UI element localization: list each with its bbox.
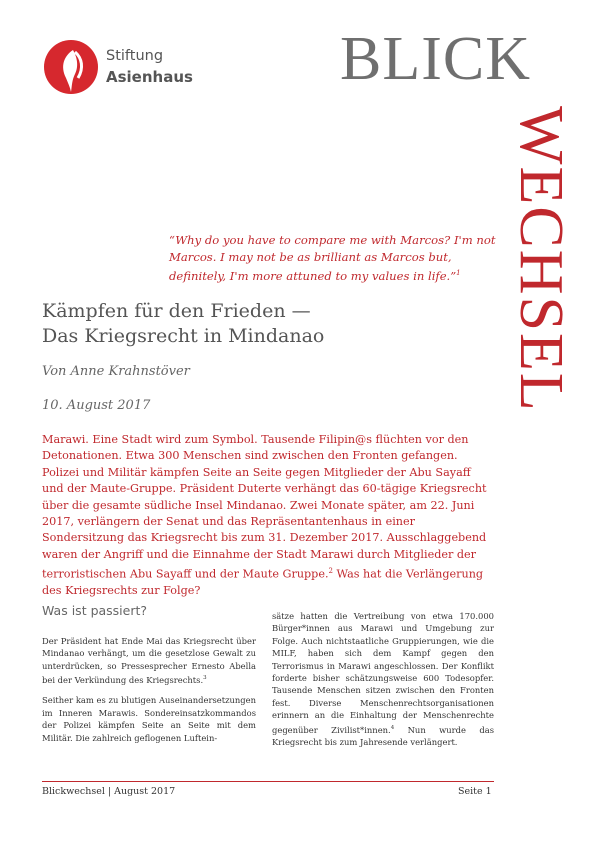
masthead-blick: BLICK — [340, 25, 531, 93]
asienhaus-logo[interactable] — [42, 38, 202, 98]
title-line1: Kämpfen für den Frieden — — [42, 300, 311, 322]
logo-line1: Stiftung — [106, 48, 164, 64]
col1-paragraph2: Seither kam es zu blutigen Auseinandersetzungen im Inneren Marawis. Sondereinsatzkommandos der Polizei kämpfen Seite an Seite mit dem Militär. Die zahlreich geflogenen Luftein- — [42, 695, 256, 743]
lead-text: Marawi. Eine Stadt wird zum Symbol. Tausende Filipin@s flüchten vor den Detonationen. Etwa 300 Menschen sind zwischen den Fronten gefangen. Polizei und Militär kämpfen Seite an Seite gegen Mitglieder der Abu Sayaff und der Maute-Gruppe. Präsident Duterte verhängt das 60-tägige Kriegsrecht über die gesamte südliche Insel Mindanao. Zwei Monate später, am 22. Juni 2017, verlängern der Senat und das Repräsentantenhaus in einer Sondersitzung das Kriegsrecht bis zum 31. Dezember 2017. Ausschlaggebend waren der Angriff und die Einnahme der Stadt Marawi durch Mitglieder der terroristischen Abu Sayaff und der Maute Gruppe. — [42, 433, 487, 581]
footer-rule — [42, 781, 494, 782]
footer-page-number: Seite 1 — [458, 786, 492, 797]
section-heading: Was ist passiert? — [42, 603, 148, 618]
col1-p1-text: Der Präsident hat Ende Mai das Kriegsrecht über Mindanao verhängt, um die gesetzlose Gewalt zu unterdrücken, so Pressesprecher Ernesto Abella bei der Verkündung des Kriegsrechts. — [42, 636, 256, 686]
title-line2: Das Kriegsrecht in Mindanao — [42, 325, 325, 347]
quote-footnote[interactable]: 1 — [456, 269, 461, 278]
lead-text-end: Was hat die Verlängerung des Kriegsrechts zur Folge? — [42, 567, 484, 598]
logo-line2: Asienhaus — [106, 68, 193, 86]
quote-text: “Why do you have to compare me with Marcos? I'm not Marcos. I may not be as brilliant as Marcos but, definitely, I'm more attuned to my values in life.” — [169, 233, 496, 284]
lead-footnote[interactable]: 2 — [328, 567, 333, 576]
col2-footnote[interactable]: 4 — [390, 724, 395, 731]
article-author: Von Anne Krahnstöver — [42, 364, 190, 379]
masthead-wechsel: WECHSEL — [507, 106, 575, 413]
asienhaus-flame-icon — [42, 38, 100, 96]
article-title — [42, 299, 482, 349]
article-lead — [42, 432, 494, 600]
col1-paragraph1 — [42, 635, 256, 686]
col2-p1-end: Nun wurde das Kriegsrecht bis zum Jahresende verlängert. — [272, 724, 495, 747]
footer-publication: Blickwechsel | August 2017 — [42, 786, 176, 797]
col2-p1-text: sätze hatten die Vertreibung von etwa 170.000 Bürger*innen aus Marawi und Umgebung zur Folge. Auch nichtstaatliche Gruppierungen, wie die MILF, haben sich dem Kampf gegen den Terrorismus in Marawi angeschlossen. Der Konflikt forderte bisher schätzungsweise 600 Todesopfer. Tausende Menschen sitzen zwischen den Fronten fest. Diverse Menschenrechtsorganisationen erinnern an die Einhaltung der Menschenrechte gegenüber Zivilist*innen. — [272, 611, 494, 735]
body-column-right — [272, 610, 494, 756]
col2-paragraph1 — [272, 610, 494, 748]
pull-quote — [169, 232, 499, 285]
body-column-left — [42, 635, 256, 752]
col1-footnote[interactable]: 3 — [203, 675, 207, 682]
article-date: 10. August 2017 — [42, 398, 151, 413]
